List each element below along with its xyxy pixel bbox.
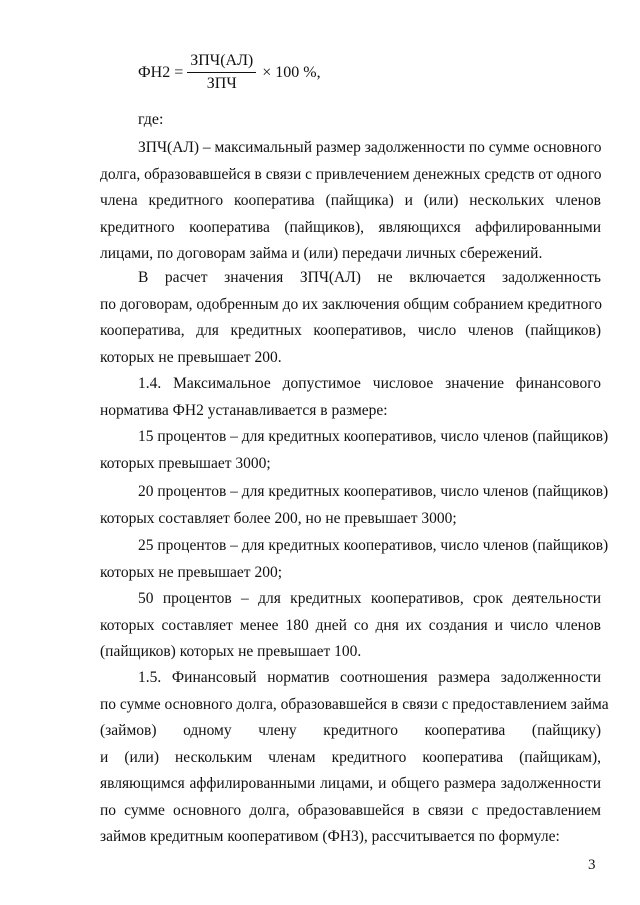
formula-fn2 — [138, 52, 321, 93]
text-line: лицами, по договорам займа и (или) передачи личных сбережений. — [100, 245, 543, 262]
text-line: 20 процентов – для кредитных кооперативов, число членов (пайщиков) — [138, 483, 609, 500]
text-line: по сумме основного долга, образовавшейся в связи с предоставлением займа — [100, 695, 609, 713]
text-line: которых не превышает 200; — [100, 563, 283, 581]
where-label: где: — [138, 111, 164, 128]
text-line: 15 процентов – для кредитных кооперативов, число членов (пайщиков) — [138, 428, 609, 445]
formula-denominator: ЗПЧ — [206, 75, 237, 92]
text-line: по сумме основного долга, образовавшейся в связи с предоставлением — [100, 801, 601, 819]
page-number: 3 — [588, 857, 596, 873]
paragraph-25-percent — [100, 533, 609, 586]
formula-rhs: × 100 %, — [262, 63, 321, 81]
text-line: которых не превышает 200. — [100, 348, 282, 366]
formula-lhs: ФН2 = — [138, 63, 184, 81]
text-line: 1.4. Максимальное допустимое числовое значение финансового — [138, 375, 601, 392]
paragraph-exclusion — [100, 265, 601, 371]
text-line: норматива ФН2 устанавливается в размере: — [100, 401, 388, 419]
paragraph-15-percent — [100, 424, 609, 477]
paragraph-1-4 — [100, 371, 601, 424]
paragraph-1-5 — [100, 665, 609, 851]
text-line: (пайщиков) которых не превышает 100. — [100, 643, 362, 660]
text-line: которых составляет более 200, но не превышает 3000; — [100, 509, 457, 527]
text-line: которых превышает 3000; — [100, 454, 271, 472]
text-line: 50 процентов – для кредитных кооперативов, срок деятельности — [138, 590, 601, 607]
text-line: по договорам, одобренным до их заключения общим собранием кредитного — [100, 295, 603, 313]
text-line: являющимся аффилированными лицами, и общего размера задолженности — [100, 775, 601, 792]
formula-numerator: ЗПЧ(АЛ) — [187, 52, 256, 73]
text-line: В расчет значения ЗПЧ(АЛ) не включается задолженность — [138, 269, 601, 286]
text-line: и (или) нескольким членам кредитного кооператива (пайщикам), — [100, 748, 601, 766]
text-line: члена кредитного кооператива (пайщика) и (или) нескольких членов — [100, 192, 601, 209]
text-line: долга, образовавшейся в связи с привлечением денежных средств от одного — [100, 165, 602, 183]
text-line: 25 процентов – для кредитных кооперативов, число членов (пайщиков) — [138, 537, 609, 554]
paragraph-zpch-definition — [100, 135, 601, 268]
paragraph-20-percent — [100, 479, 609, 532]
paragraph-50-percent — [100, 586, 601, 666]
text-line: кооператива, для кредитных кооперативов, число членов (пайщиков) — [100, 322, 601, 339]
text-line: ЗПЧ(АЛ) – максимальный размер задолженности по сумме основного — [138, 139, 602, 156]
text-line: (займов) одному члену кредитного кооператива (пайщику) — [100, 722, 601, 739]
text-line: 1.5. Финансовый норматив соотношения размера задолженности — [138, 669, 601, 686]
text-line: которых составляет менее 180 дней со дня их создания и число членов — [100, 616, 601, 634]
text-line: кредитного кооператива (пайщиков), являющихся аффилированными — [100, 218, 601, 236]
text-line: займов кредитным кооперативом (ФН3), рассчитывается по формуле: — [100, 828, 560, 845]
formula-fraction — [187, 52, 256, 93]
